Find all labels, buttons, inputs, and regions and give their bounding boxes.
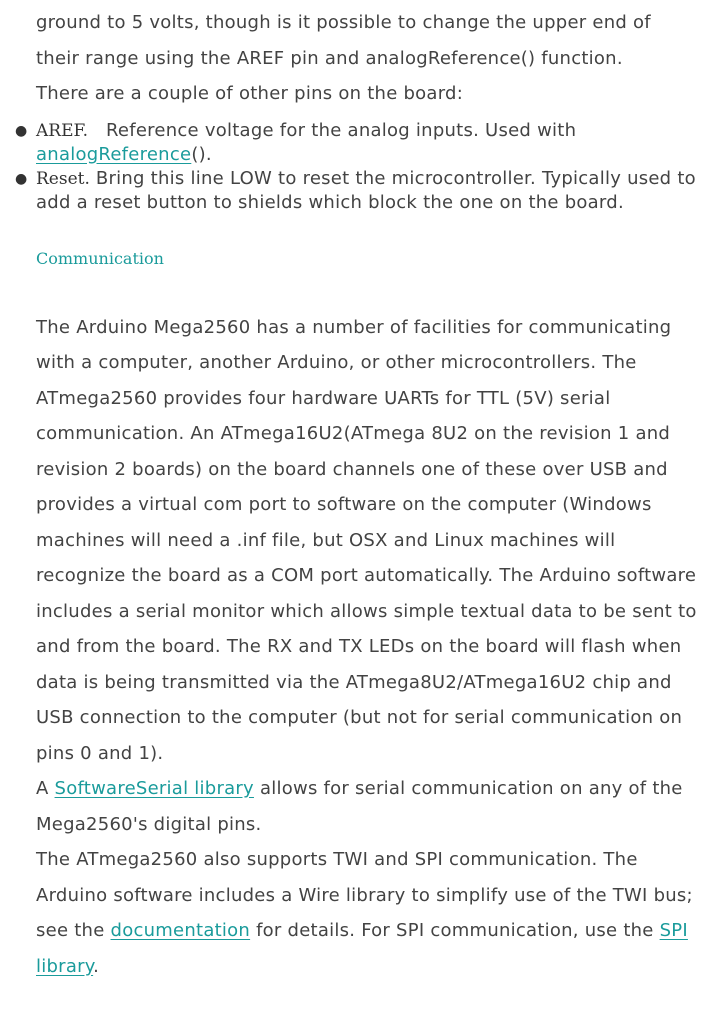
twi-prefix: The ATmega2560 also supports TWI and SPI communication. The Arduino software includes a Wire library to simplify use of the TWI bus; see the: [36, 849, 693, 941]
pin-list: [15, 119, 706, 215]
communication-paragraph: The Arduino Mega2560 has a number of facilities for communicating with a computer, another Arduino, or other microcontrollers. The ATmega2560 provides four hardware UARTs for TTL (5V) serial communication. An ATmega16U2(ATmega 8U2 on the revision 1 and revision 2 boards) on the board channels one of these over USB and provides a virtual com port to software on the computer (Windows machines will need a .inf file, but OSX and Linux machines will recognize the board as a COM port automatically. The Arduino software includes a serial monitor which allows simple textual data to be sent to and from the board. The RX and TX LEDs on the board will flash when data is being transmitted via the ATmega8U2/ATmega16U2 chip and USB connection to the computer (but not for serial communication on pins 0 and 1).: [36, 316, 697, 764]
twi-suffix: .: [93, 955, 100, 977]
spi-library-link[interactable]: SPI library: [36, 920, 688, 977]
document-body: [15, 0, 706, 984]
twi-middle: for details. For SPI communication, use the: [250, 920, 660, 941]
bullet-icon: ●: [15, 122, 28, 139]
pin-desc-reset: Bring this line LOW to reset the microcontroller. Typically used to add a reset button to shields which block the one on the board.: [36, 167, 696, 213]
intro-line-3: There are a couple of other pins on the board:: [36, 83, 464, 104]
intro-line-2: their range using the AREF pin and analogReference() function.: [36, 47, 623, 69]
softwareserial-paragraph: [36, 771, 706, 842]
pin-term-aref: AREF.: [36, 120, 89, 141]
softwareserial-library-link[interactable]: SoftwareSerial library: [54, 778, 254, 799]
intro-line-1: ground to 5 volts, though is it possible to change the upper end of: [36, 12, 651, 33]
documentation-link[interactable]: documentation: [110, 920, 251, 941]
softwareserial-suffix: allows for serial communication on any of the Mega2560's digital pins.: [36, 778, 683, 835]
intro-paragraph: [36, 5, 706, 112]
list-item-aref: [15, 119, 706, 167]
list-item-reset: [15, 167, 706, 215]
twi-spi-paragraph: [36, 842, 706, 984]
bullet-icon: ●: [15, 170, 28, 187]
pin-term-reset: Reset.: [36, 168, 90, 189]
pin-desc-aref: Reference voltage for the analog inputs. Used with: [105, 119, 577, 141]
section-title-communication: Communication: [36, 248, 164, 268]
softwareserial-prefix: A: [36, 778, 55, 799]
pin-desc-aref-suffix: ().: [191, 143, 212, 165]
analogreference-link[interactable]: analogReference: [36, 143, 192, 165]
